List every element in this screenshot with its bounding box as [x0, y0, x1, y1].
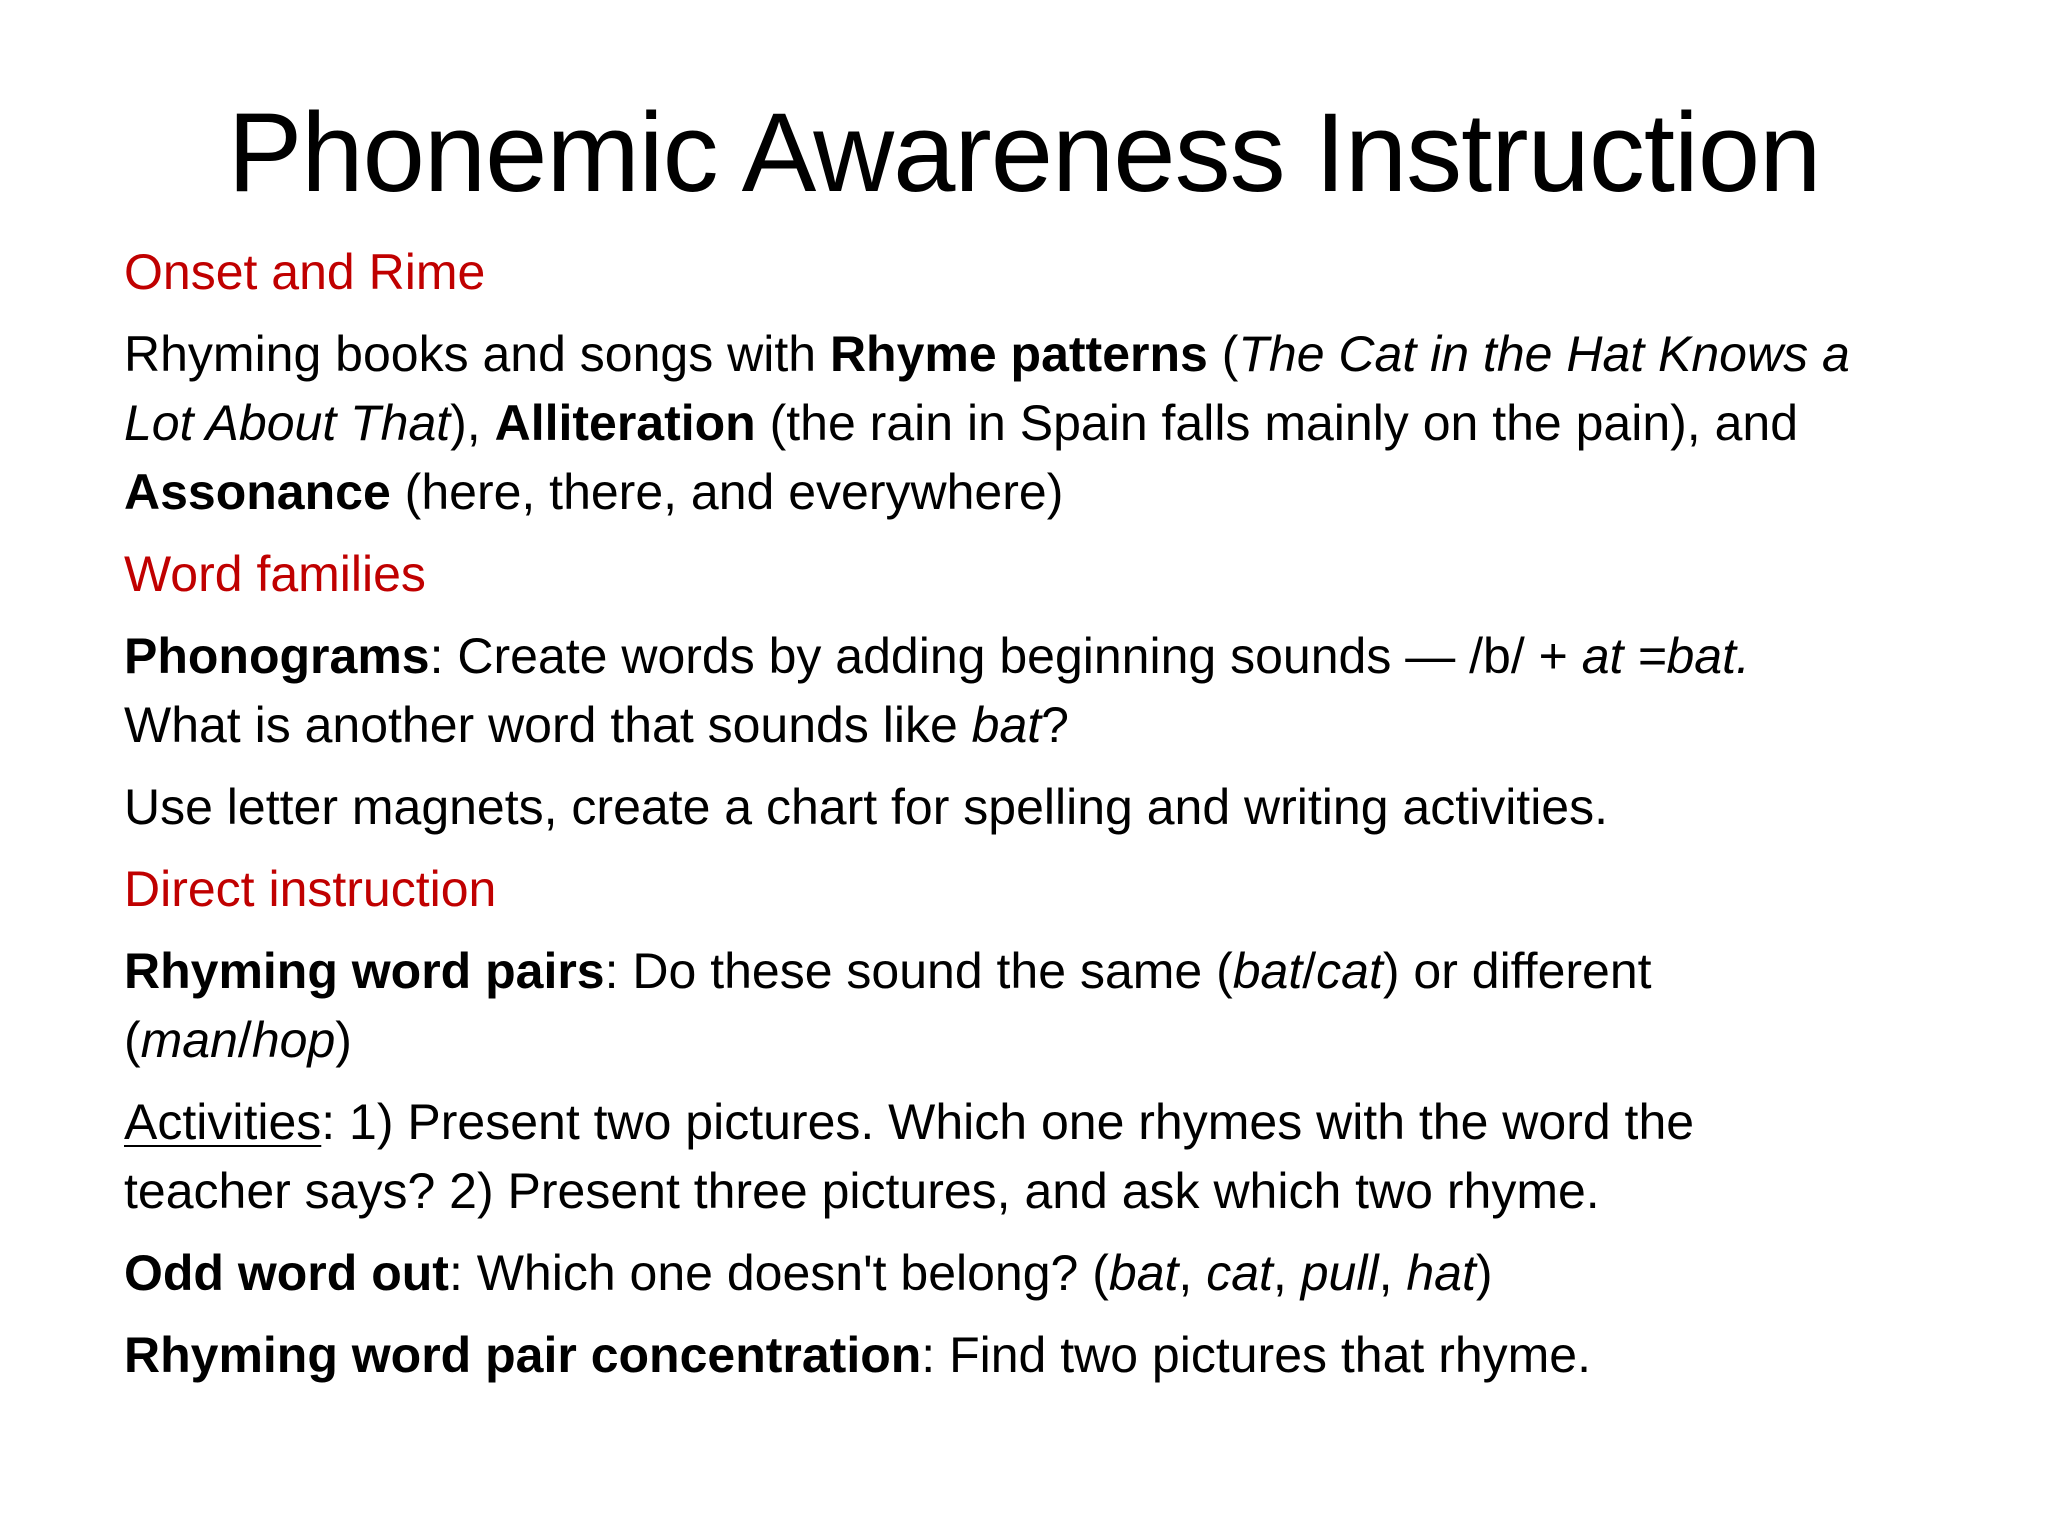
underlined-term: Activities	[124, 1094, 322, 1150]
text: ?	[1041, 697, 1069, 753]
paragraph-line	[124, 1157, 1924, 1226]
paragraph-line	[124, 389, 1924, 458]
italic-text: at =bat.	[1581, 628, 1750, 684]
text: ,	[1378, 1245, 1407, 1301]
italic-title: The Cat in the Hat Knows a	[1238, 326, 1850, 382]
italic-text: man	[140, 1012, 238, 1068]
bold-term: Alliteration	[494, 395, 756, 451]
paragraph-odd-word-out	[124, 1239, 1924, 1308]
heading-onset-and-rime: Onset and Rime	[124, 244, 486, 300]
bold-term: Rhyming word pair concentration	[124, 1327, 922, 1383]
paragraph-line	[124, 691, 1924, 760]
paragraph-line	[124, 937, 1924, 1006]
text: (	[1207, 326, 1239, 382]
paragraph-concentration	[124, 1321, 1924, 1390]
text: : Which one doesn't belong? (	[448, 1245, 1109, 1301]
paragraph-phonograms	[124, 622, 1924, 760]
italic-title: Lot About That	[124, 395, 451, 451]
text: (here, there, and everywhere)	[390, 464, 1064, 520]
text: : 1) Present two pictures. Which one rhymes with the word the	[321, 1094, 1695, 1150]
slide-body	[124, 238, 1924, 1390]
italic-text: hop	[251, 1012, 336, 1068]
text: ) or different	[1382, 943, 1652, 999]
text: (	[124, 1012, 141, 1068]
paragraph-rhyming-books	[124, 320, 1924, 527]
italic-text: bat	[1232, 943, 1303, 999]
heading-word-families: Word families	[124, 546, 426, 602]
paragraph-line	[124, 1006, 1924, 1075]
italic-text: cat	[1206, 1245, 1273, 1301]
bold-term: Rhyme patterns	[829, 326, 1208, 382]
text: (the rain in Spain falls mainly on the pain), and	[755, 395, 1798, 451]
bold-term: Assonance	[124, 464, 391, 520]
paragraph-activities	[124, 1088, 1924, 1226]
italic-text: hat	[1406, 1245, 1476, 1301]
paragraph-line	[124, 320, 1924, 389]
paragraph-line	[124, 1088, 1924, 1157]
text: ,	[1178, 1245, 1207, 1301]
paragraph-letter-magnets: Use letter magnets, create a chart for spelling and writing activities.	[124, 779, 1609, 835]
text: : Find two pictures that rhyme.	[921, 1327, 1591, 1383]
text: Rhyming books and songs with	[124, 326, 830, 382]
paragraph-line	[124, 622, 1924, 691]
text: : Do these sound the same (	[604, 943, 1233, 999]
bold-term: Rhyming word pairs	[124, 943, 605, 999]
text: teacher says? 2) Present three pictures, and ask which two rhyme.	[124, 1163, 1600, 1219]
paragraph-line	[124, 458, 1924, 527]
text: What is another word that sounds like	[124, 697, 972, 753]
italic-text: cat	[1316, 943, 1383, 999]
text: ,	[1272, 1245, 1301, 1301]
text: /	[237, 1012, 252, 1068]
text: /	[1302, 943, 1317, 999]
bold-term: Phonograms	[124, 628, 430, 684]
text: )	[1475, 1245, 1493, 1301]
italic-text: pull	[1300, 1245, 1379, 1301]
slide-title: Phonemic Awareness Instruction	[227, 90, 1821, 215]
text: )	[335, 1012, 352, 1068]
italic-text: bat	[1108, 1245, 1179, 1301]
text: ),	[450, 395, 495, 451]
italic-text: bat	[971, 697, 1042, 753]
bold-term: Odd word out	[124, 1245, 449, 1301]
text: : Create words by adding beginning sounds — /b/ +	[429, 628, 1582, 684]
heading-direct-instruction: Direct instruction	[124, 861, 497, 917]
paragraph-rhyming-word-pairs	[124, 937, 1924, 1075]
